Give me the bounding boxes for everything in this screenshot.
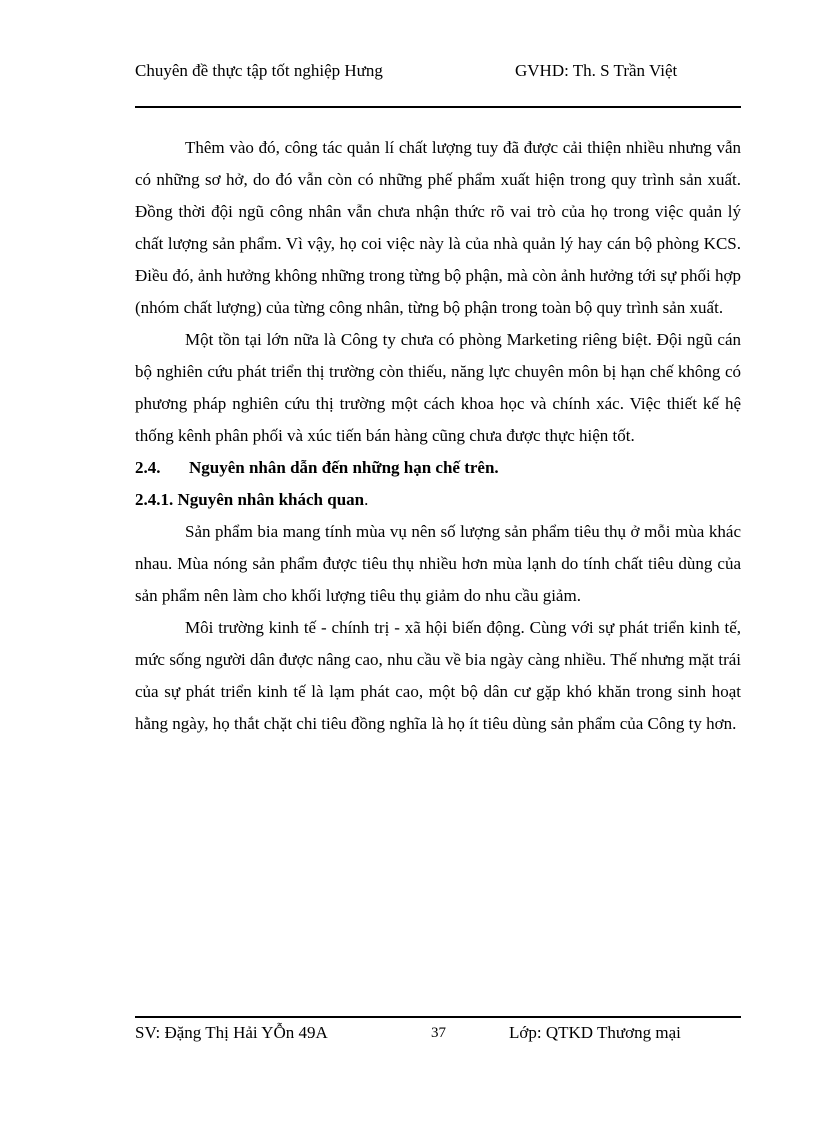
page-body [135,132,741,740]
subsection-title: 2.4.1. Nguyên nhân khách quan [135,490,365,509]
section-title: Nguyên nhân dẫn đến những hạn chế trên. [189,458,499,477]
header-supervisor: GVHD: Th. S Trần Việt [515,61,678,80]
paragraph-economic-environment: Môi trường kinh tế - chính trị - xã hội biến động. Cùng với sự phát triển kinh tế, mức sống người dân được nâng cao, nhu cầu về bia ngày càng nhiều. Thế nhưng mặt trái của sự phát triển kinh tế là lạm phát cao, một bộ dân cư gặp khó khăn trong sinh hoạt hằng ngày, họ thắt chặt chi tiêu đồng nghĩa là họ ít tiêu dùng sản phẩm của Công ty hơn. [135,618,741,733]
paragraph-marketing: Một tồn tại lớn nữa là Công ty chưa có phòng Marketing riêng biệt. Đội ngũ cán bộ nghiên cứu phát triển thị trường còn thiếu, năng lực chuyên môn bị hạn chế không có phương pháp nghiên cứu thị trường một cách khoa học và chính xác. Việc thiết kế hệ thống kênh phân phối và xúc tiến bán hàng cũng chưa được thực hiện tốt. [135,330,741,445]
section-heading-2-4 [135,452,741,484]
section-heading-2-4-1 [135,484,741,516]
subsection-title-tail: . [364,490,369,509]
page-number: 37 [431,1025,446,1041]
header-report-title: Chuyên đề thực tập tốt nghiệp Hưng [135,61,383,80]
paragraph-quality-management: Thêm vào đó, công tác quản lí chất lượng tuy đã được cải thiện nhiều nhưng vẫn có những sơ hở, do đó vẫn còn có những phế phẩm xuất hiện trong quy trình sản xuất. Đồng thời đội ngũ công nhân vẫn chưa nhận thức rõ vai trò của họ trong việc quản lý chất lượng sản phẩm. Vì vậy, họ coi việc này là của nhà quản lý hay cán bộ phòng KCS. Điều đó, ảnh hưởng không những trong từng bộ phận, mà còn ảnh hưởng tới sự phối hợp (nhóm chất lượng) của từng công nhân, từng bộ phận trong toàn bộ quy trình sản xuất. [135,138,741,317]
footer-divider [135,1016,741,1018]
paragraph-seasonality: Sản phẩm bia mang tính mùa vụ nên số lượng sản phẩm tiêu thụ ở mỗi mùa khác nhau. Mùa nóng sản phẩm được tiêu thụ nhiều hơn mùa lạnh do tính chất tiêu dùng của sản phẩm nên làm cho khối lượng tiêu thụ giảm do nhu cầu giảm. [135,522,741,605]
section-number: 2.4. [135,458,161,477]
header-divider [135,106,741,108]
footer-class: Lớp: QTKD Thương mại [509,1023,681,1042]
footer-student: SV: Đặng Thị Hải YỖn 49A [135,1023,328,1042]
